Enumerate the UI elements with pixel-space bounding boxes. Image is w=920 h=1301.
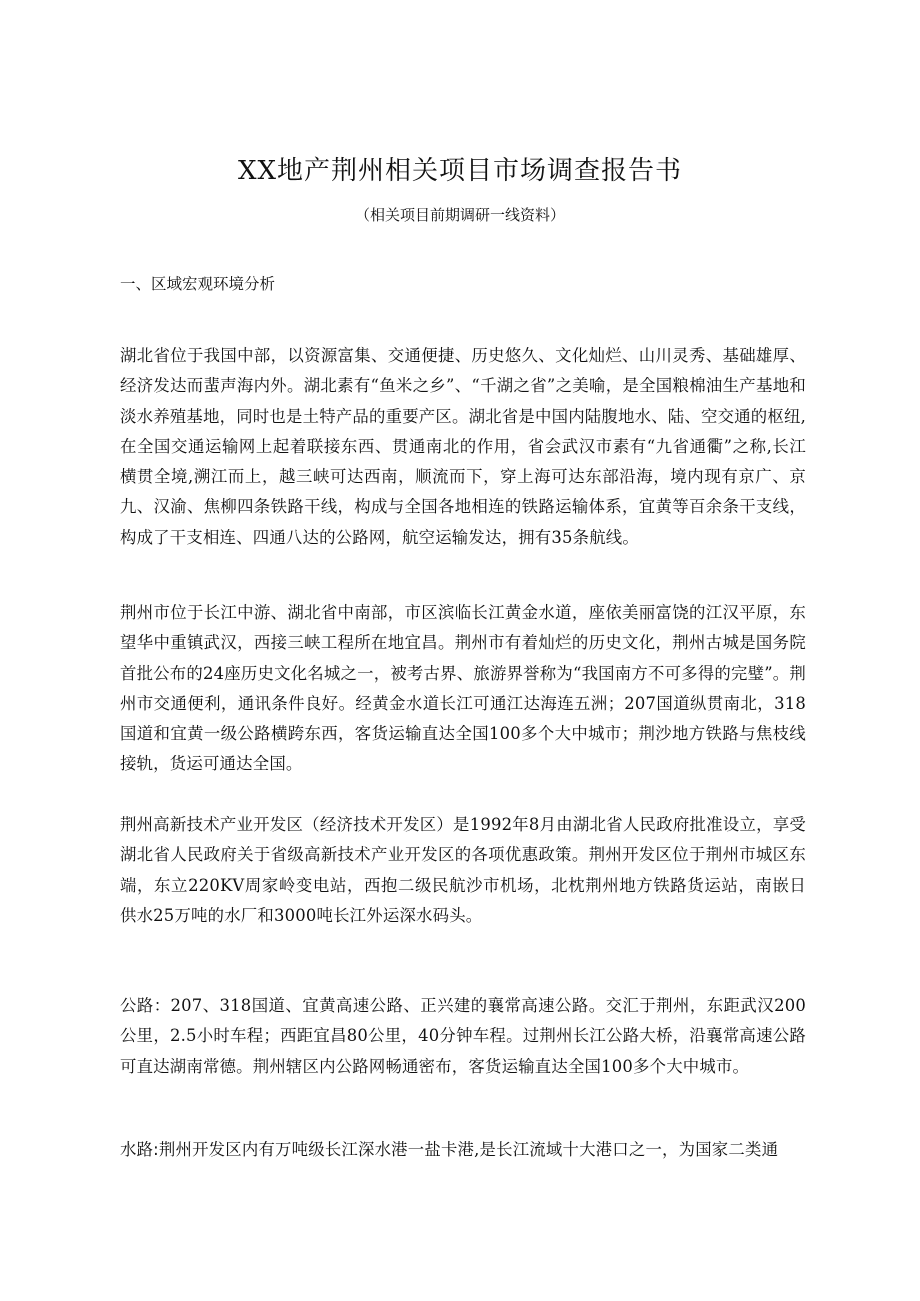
document-title: XX地产荆州相关项目市场调查报告书 — [237, 156, 683, 186]
paragraph-development-zone: 荆州高新技术产业开发区（经济技术开发区）是1992年8月由湖北省人民政府批准设立，享受湖北省人民政府关于省级高新技术产业开发区的各项优惠政策。荆州开发区位于荆州市城区东端，东立220KV周家岭变电站，西抱二级民航沙市机场，北枕荆州地方铁路货运站，南嵌日供水25万吨的水厂和3000吨长江外运深水码头。 — [120, 815, 806, 925]
road-text: ：207、318国道、宜黄高速公路、正兴建的襄常高速公路。交汇于荆州，东距武汉200公里，2.5小时车程；西距宜昌80公里，40分钟车程。过荆州长江公路大桥，沿襄常高速公路可直达湖南常德。荆州辖区内公路网畅通密布，客货运输直达全国100多个大中城市。 — [120, 996, 806, 1076]
road-label: 公路 — [120, 996, 154, 1015]
section-heading: 一、区域宏观环境分析 — [120, 275, 276, 293]
water-label: 水路:荆 — [120, 1140, 176, 1159]
document-subtitle: （相关项目前期调研一线资料） — [354, 206, 565, 224]
paragraph-road — [120, 991, 806, 1082]
paragraph-hubei: 湖北省位于我国中部，以资源富集、交通便捷、历史悠久、文化灿烂、山川灵秀、基础雄厚、经济发达而蜚声海内外。湖北素有“鱼米之乡”、“千湖之省”之美喻，是全国粮棉油生产基地和淡水养殖基地，同时也是土特产品的重要产区。湖北省是中国内陆腹地水、陆、空交通的枢纽,在全国交通运输网上起着联接东西、贯通南北的作用，省会武汉市素有“九省通衢”之称,长江横贯全境,溯江而上，越三峡可达西南，顺流而下，穿上海可达东部沿海，境内现有京广、京九、汉渝、焦柳四条铁路干线，构成与全国各地相连的铁路运输体系，宜黄等百余条干支线，构成了干支相连、四通八达的公路网，航空运输发达，拥有35条航线。 — [120, 346, 806, 547]
paragraph-water — [120, 1135, 806, 1165]
water-text: 州开发区内有万吨级长江深水港一盐卡港,是长江流域十大港口之一，为国家二类通 — [175, 1140, 779, 1159]
paragraph-jingzhou: 荆州市位于长江中游、湖北省中南部，市区滨临长江黄金水道，座依美丽富饶的江汉平原，东望华中重镇武汉，西接三峡工程所在地宜昌。荆州市有着灿烂的历史文化，荆州古城是国务院首批公布的24座历史文化名城之一，被考古界、旅游界誉称为“我国南方不可多得的完璧”。荆州市交通便利，通讯条件良好。经黄金水道长江可通江达海连五洲；207国道纵贯南北，318国道和宜黄一级公路横跨东西，客货运输直达全国100多个大中城市；荆沙地方铁路与焦枝线接轨，货运可通达全国。 — [120, 603, 806, 774]
